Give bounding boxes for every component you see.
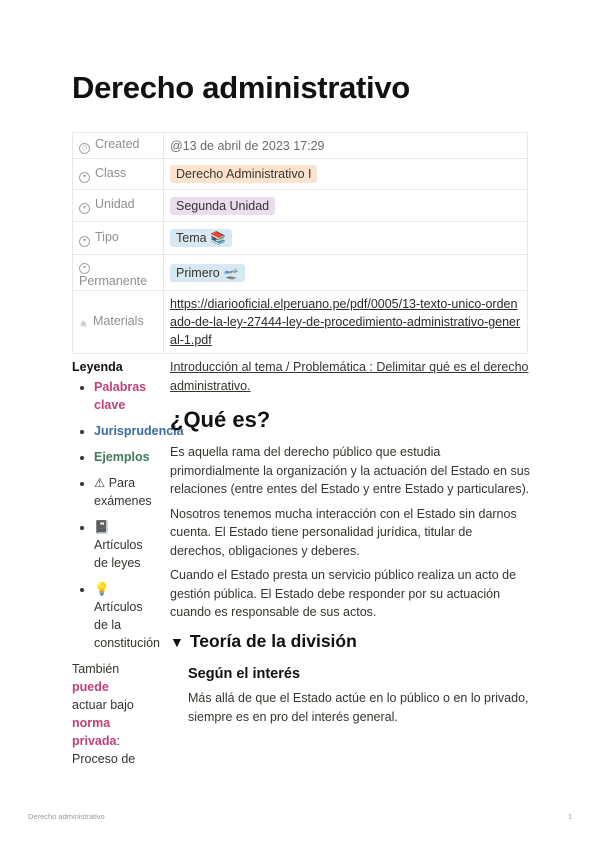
properties-table	[72, 132, 528, 354]
select-icon: ▾	[79, 203, 90, 214]
legend-item-constitucion: • 💡 Artículos de la constitución	[94, 580, 152, 652]
select-icon: ▾	[79, 236, 90, 247]
footer-document-name: Derecho administrativo	[28, 812, 105, 821]
paragraph: Cuando el Estado presta un servicio público realiza un acto de gestión pública. El Estado debe responder por su actuación cuando es responsable de sus actos.	[170, 568, 517, 619]
class-tag[interactable]: Derecho Administrativo I	[170, 165, 317, 183]
paragraph: Es aquella rama del derecho público que estudia primordialmente la organización y la actuación del Estado en sus relaciones (entre entes del Estado y entre Estado y particulares).	[170, 445, 530, 496]
property-class: ▾ Class Derecho Administrativo I	[73, 159, 528, 190]
legend-item-ejemplos: • Ejemplos	[94, 448, 152, 466]
select-icon: ▾	[79, 263, 90, 274]
toggle-arrow-icon[interactable]: ▼	[170, 633, 184, 650]
legend-list	[72, 378, 184, 652]
paragraph: Nosotros tenemos mucha interacción con el Estado sin darnos cuenta. El Estado tiene personalidad jurídica, titular de derechos, obligaciones y deberes.	[170, 506, 517, 558]
paperclip-icon: 🖇	[79, 322, 88, 328]
lightbulb-icon: 💡	[94, 582, 110, 596]
notebook-icon: 📓	[94, 520, 110, 534]
property-materials: 🖇 Materials https://diariooficial.elperuano.pe/pdf/0005/13-texto-unico-ordenado-de-la-ley-27444-ley-de-procedimiento-administrativo-general-1.pdf	[73, 291, 528, 354]
legend-title: Leyenda	[72, 360, 123, 374]
property-tipo: ▾ Tipo Tema 📚	[73, 222, 528, 255]
property-permanente: ▾ Permanente Primero 🛫	[73, 255, 528, 291]
section-heading: ¿Qué es?	[170, 407, 271, 432]
legend-item-examenes: • ⚠ Para exámenes	[94, 474, 152, 510]
unidad-tag[interactable]: Segunda Unidad	[170, 197, 275, 215]
select-icon: ▾	[79, 172, 90, 183]
permanente-tag[interactable]: Primero 🛫	[170, 264, 245, 282]
warning-icon: ⚠	[94, 476, 106, 490]
toggle-content	[170, 665, 530, 727]
legend-column	[72, 358, 184, 768]
main-content	[170, 358, 530, 732]
clock-icon: ◷	[79, 143, 90, 154]
materials-link[interactable]: https://diariooficial.elperuano.pe/pdf/0005/13-texto-unico-ordenado-de-la-ley-27444-ley-de-procedimiento-administrativo-general-1.pdf	[170, 297, 521, 347]
paragraph: Más allá de que el Estado actúe en lo público o en lo privado, siempre es en pro del interés general.	[188, 691, 529, 724]
legend-item-palabras: • Palabras clave	[94, 378, 152, 414]
legend-footer-text: También puede actuar bajo norma privada: Proceso de	[72, 662, 136, 766]
footer-page-number: 1	[568, 812, 573, 821]
tipo-tag[interactable]: Tema 📚	[170, 229, 232, 247]
legend-item-leyes: • 📓 Artículos de leyes	[94, 518, 152, 572]
toggle-heading[interactable]: ▼ Teoría de la división	[170, 630, 357, 651]
legend-item-jurisprudencia: • Jurisprudencia	[94, 422, 152, 440]
property-created: ◷ Created @13 de abril de 2023 17:29	[73, 133, 528, 159]
page-title: Derecho administrativo	[72, 70, 410, 105]
property-unidad: ▾ Unidad Segunda Unidad	[73, 190, 528, 222]
subsection-heading: Según el interés	[188, 665, 301, 682]
created-value: @13 de abril de 2023 17:29	[170, 138, 325, 153]
intro-link[interactable]: Introducción al tema / Problemática : Delimitar qué es el derecho administrativo.	[170, 360, 529, 393]
